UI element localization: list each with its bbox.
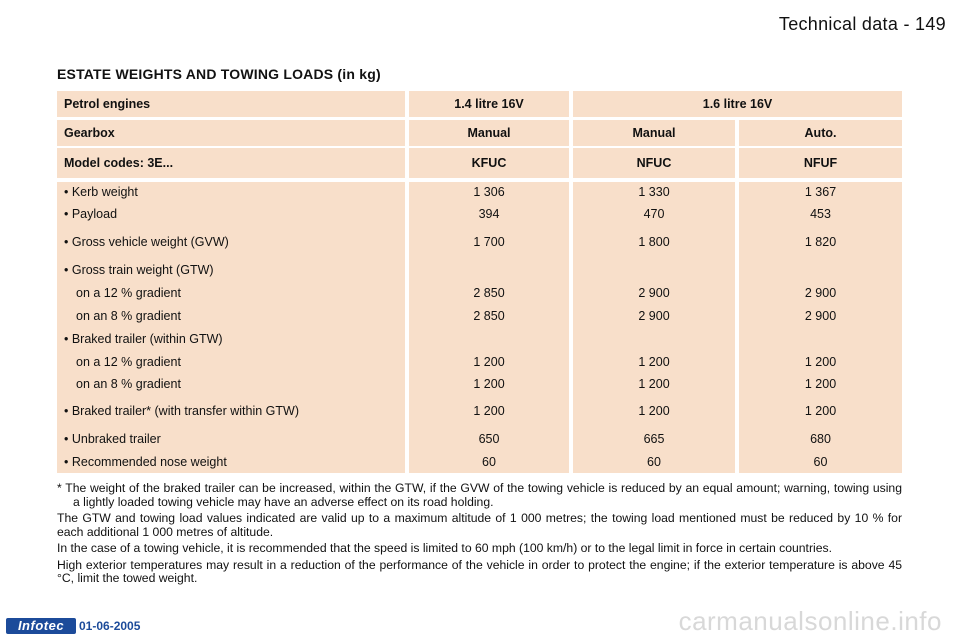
model-2: NFUC bbox=[573, 148, 735, 178]
gearbox-3: Auto. bbox=[739, 120, 902, 146]
table-row bbox=[57, 306, 902, 326]
row-value: 1 330 bbox=[638, 185, 670, 199]
table-body bbox=[57, 182, 902, 473]
note-speed: In the case of a towing vehicle, it is recommended that the speed is limited to 60 mph (100 km/h) or to the legal limit in force in certain countries. bbox=[57, 541, 832, 555]
row-label: • Payload bbox=[64, 207, 118, 221]
row-label: • Kerb weight bbox=[64, 185, 138, 199]
table-row bbox=[57, 260, 902, 280]
page-title: Technical data - 149 bbox=[778, 14, 946, 34]
table-row bbox=[57, 452, 902, 472]
row-value: 453 bbox=[810, 207, 831, 221]
row-value: 1 700 bbox=[473, 235, 505, 249]
row-value: 1 200 bbox=[473, 404, 505, 418]
row-label: • Unbraked trailer bbox=[64, 432, 161, 446]
row-label: on a 12 % gradient bbox=[76, 286, 181, 300]
engine-2: 1.6 litre 16V bbox=[573, 91, 902, 117]
row-label: on an 8 % gradient bbox=[76, 377, 181, 391]
row-label: on a 12 % gradient bbox=[76, 355, 181, 369]
gearbox-2: Manual bbox=[573, 120, 735, 146]
table-row bbox=[57, 352, 902, 372]
row-value: 60 bbox=[647, 455, 661, 469]
row-value: 2 900 bbox=[804, 309, 837, 323]
table-row bbox=[57, 204, 902, 224]
row-value: 60 bbox=[813, 455, 828, 469]
model-3: NFUF bbox=[739, 148, 902, 178]
table-row bbox=[57, 182, 902, 202]
row-label: • Braked trailer* (with transfer within GTW) bbox=[64, 404, 299, 418]
row-value: 1 820 bbox=[804, 235, 837, 249]
row-value: 394 bbox=[478, 207, 500, 221]
footer-date: 01-06-2005 bbox=[79, 619, 141, 633]
row-value: 2 900 bbox=[804, 286, 837, 300]
row-value: 1 367 bbox=[804, 185, 837, 199]
table-row bbox=[57, 429, 902, 449]
row-value: 2 850 bbox=[473, 309, 505, 323]
note-temperature: High exterior temperatures may result in a reduction of the performance of the vehicle in order to protect the engine; if the exterior temperature is above 45 °C, limit the towed weight. bbox=[57, 557, 902, 585]
row-label: • Gross vehicle weight (GVW) bbox=[64, 235, 229, 249]
row-label: on an 8 % gradient bbox=[76, 309, 181, 323]
footnote: * The weight of the braked trailer can be increased, within the GTW, if the GVW of the towing vehicle is reduced by an equal amount; warning, towing using a lightly loaded towing vehicle may have an adverse effect on its road holding. bbox=[57, 481, 902, 509]
row-value: 1 800 bbox=[638, 235, 670, 249]
row-value: 1 200 bbox=[638, 355, 670, 369]
watermark: carmanualsonline.info bbox=[678, 606, 942, 636]
row-label: • Recommended nose weight bbox=[64, 455, 227, 469]
table-row bbox=[57, 401, 902, 421]
row-value: 470 bbox=[643, 207, 665, 221]
model-label: Model codes: 3E... bbox=[57, 148, 405, 178]
engine-1: 1.4 litre 16V bbox=[409, 91, 569, 117]
row-value: 2 900 bbox=[638, 286, 670, 300]
gearbox-label: Gearbox bbox=[57, 120, 405, 146]
table-row bbox=[57, 232, 902, 252]
model-1: KFUC bbox=[409, 148, 569, 178]
row-label: • Gross train weight (GTW) bbox=[64, 263, 214, 277]
row-value: 1 200 bbox=[804, 355, 837, 369]
row-value: 60 bbox=[482, 455, 496, 469]
engines-label: Petrol engines bbox=[57, 91, 405, 117]
row-value: 1 200 bbox=[638, 377, 670, 391]
table-row bbox=[57, 283, 902, 303]
notes bbox=[57, 482, 902, 589]
row-value: 1 306 bbox=[473, 185, 505, 199]
row-value: 680 bbox=[810, 432, 831, 446]
table-row bbox=[57, 374, 902, 394]
row-value: 650 bbox=[478, 432, 500, 446]
table-row bbox=[57, 329, 902, 349]
row-value: 1 200 bbox=[638, 404, 670, 418]
row-value: 1 200 bbox=[473, 377, 505, 391]
gearbox-1: Manual bbox=[409, 120, 569, 146]
row-value: 2 850 bbox=[473, 286, 505, 300]
note-altitude: The GTW and towing load values indicated are valid up to a maximum altitude of 1 000 metres; the towing load mentioned must be reduced by 10 % for each additional 1 000 metres of altitude. bbox=[57, 511, 902, 539]
row-value: 1 200 bbox=[804, 404, 837, 418]
row-label: • Braked trailer (within GTW) bbox=[64, 332, 223, 346]
row-value: 1 200 bbox=[804, 377, 837, 391]
row-value: 665 bbox=[643, 432, 665, 446]
row-value: 2 900 bbox=[638, 309, 670, 323]
infotec-logo: Infotec bbox=[6, 618, 76, 634]
row-value: 1 200 bbox=[473, 355, 505, 369]
section-title: ESTATE WEIGHTS AND TOWING LOADS (in kg) bbox=[57, 66, 381, 82]
